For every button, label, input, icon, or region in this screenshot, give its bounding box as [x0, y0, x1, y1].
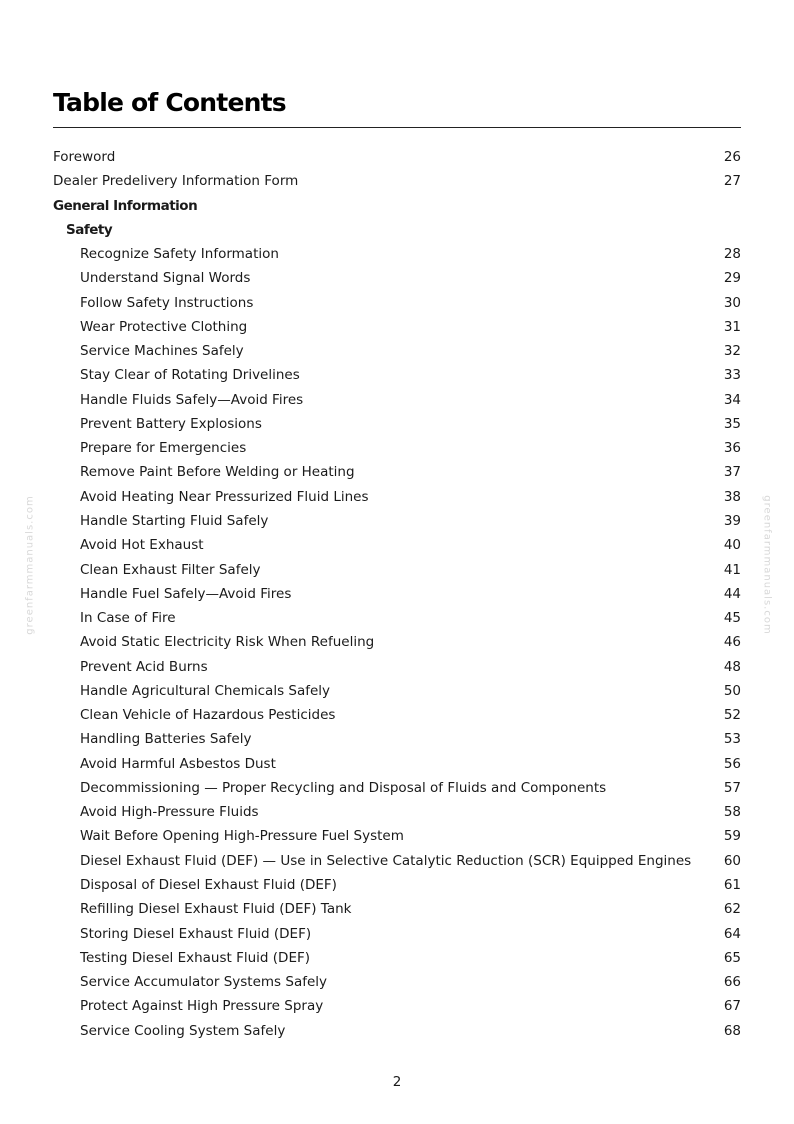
toc-entry-page: 38: [723, 488, 741, 505]
toc-entry[interactable]: [53, 752, 741, 776]
toc-entry[interactable]: [53, 242, 741, 266]
toc-entry-page: 32: [723, 343, 741, 360]
toc-entry-title: Safety: [66, 221, 113, 238]
page-number: 2: [392, 1074, 402, 1090]
toc-entry-title: Recognize Safety Information: [80, 246, 279, 263]
toc-entry[interactable]: [53, 922, 741, 946]
toc-entry[interactable]: [53, 363, 741, 387]
toc-entry-page: 31: [723, 318, 741, 335]
toc-entry[interactable]: [53, 145, 741, 169]
toc-entry-title: Foreword: [53, 149, 116, 165]
toc-entry[interactable]: [53, 1019, 741, 1043]
toc-entry[interactable]: [53, 266, 741, 290]
toc-heading: [53, 218, 741, 242]
toc-entry[interactable]: [53, 946, 741, 970]
toc-entry-title: Dealer Predelivery Information Form: [53, 173, 299, 190]
toc-entry-title: Avoid Hot Exhaust: [80, 537, 204, 554]
toc-entry-page: 40: [723, 537, 741, 554]
toc-entry-title: Diesel Exhaust Fluid (DEF) — Use in Selective Catalytic Reduction (SCR) Equipped Engines: [80, 852, 692, 869]
page-title: Table of Contents: [53, 88, 286, 117]
toc-entry-page: 27: [723, 173, 741, 190]
toc-entry-title: Service Machines Safely: [80, 343, 244, 360]
toc-entry[interactable]: [53, 436, 741, 460]
toc-entry-page: 39: [723, 512, 741, 529]
toc-entry[interactable]: [53, 849, 741, 873]
watermark-left: greenfarmmanuals.com: [24, 495, 36, 635]
toc-entry-page: 59: [723, 828, 741, 845]
toc-entry-page: 45: [723, 610, 741, 627]
toc-entry-title: Service Cooling System Safely: [80, 1022, 286, 1039]
toc-entry-page: 53: [723, 731, 741, 748]
toc-entry[interactable]: [53, 169, 741, 193]
toc-entry-page: 26: [723, 149, 741, 165]
toc-entry-title: General Information: [53, 197, 198, 214]
toc-entry[interactable]: [53, 703, 741, 727]
toc-entry-page: 48: [723, 658, 741, 675]
toc-entry[interactable]: [53, 824, 741, 848]
toc-entry-title: Decommissioning — Proper Recycling and Disposal of Fluids and Components: [80, 779, 607, 796]
toc-entry[interactable]: [53, 509, 741, 533]
toc-entry-title: Wait Before Opening High-Pressure Fuel System: [80, 828, 404, 845]
toc-entry-page: 46: [723, 634, 741, 651]
toc-entry-title: Prevent Acid Burns: [80, 658, 208, 675]
toc-entry-page: 68: [723, 1022, 741, 1039]
toc-entry-page: 56: [723, 755, 741, 772]
toc-entry-page: 60: [723, 852, 741, 869]
toc-entry-page: 52: [723, 707, 741, 724]
toc-entry-title: In Case of Fire: [80, 610, 176, 627]
toc-entry[interactable]: [53, 460, 741, 484]
toc-entry[interactable]: [53, 873, 741, 897]
toc-entry-page: 35: [723, 415, 741, 432]
toc-entry-title: Service Accumulator Systems Safely: [80, 974, 328, 991]
toc-entry-page: 65: [723, 949, 741, 966]
toc-entry-page: 36: [723, 440, 741, 457]
toc-entry[interactable]: [53, 412, 741, 436]
toc-entry-page: 58: [723, 804, 741, 821]
toc-entry-page: 66: [723, 974, 741, 991]
toc-entry-title: Clean Exhaust Filter Safely: [80, 561, 261, 578]
toc-entry[interactable]: [53, 315, 741, 339]
toc-entry-title: Stay Clear of Rotating Drivelines: [80, 367, 300, 384]
toc-entry[interactable]: [53, 897, 741, 921]
toc-entry-title: Testing Diesel Exhaust Fluid (DEF): [80, 949, 311, 966]
toc-entry-page: 30: [723, 294, 741, 311]
toc-entry[interactable]: [53, 533, 741, 557]
toc-entry[interactable]: [53, 339, 741, 363]
toc-entry-title: Storing Diesel Exhaust Fluid (DEF): [80, 925, 312, 942]
toc-entry-page: 50: [723, 682, 741, 699]
toc-entry[interactable]: [53, 388, 741, 412]
toc-entry-page: 29: [723, 270, 741, 287]
toc-entry-title: Follow Safety Instructions: [80, 294, 254, 311]
toc-entry-page: 41: [723, 561, 741, 578]
toc-entry[interactable]: [53, 679, 741, 703]
toc-entry-title: Handle Agricultural Chemicals Safely: [80, 682, 331, 699]
toc-entry-page: 33: [723, 367, 741, 384]
toc-heading: [53, 194, 741, 218]
toc-entry-page: 67: [723, 998, 741, 1015]
toc-entry[interactable]: [53, 630, 741, 654]
toc-entry[interactable]: [53, 606, 741, 630]
title-divider: [53, 127, 741, 128]
toc-entry-title: Avoid Harmful Asbestos Dust: [80, 755, 276, 772]
toc-entry-title: Avoid Static Electricity Risk When Refueling: [80, 634, 375, 651]
toc-entry-page: 57: [723, 779, 741, 796]
toc-entry-page: 64: [723, 925, 741, 942]
toc-entry-page: 44: [723, 585, 741, 602]
toc-entry[interactable]: [53, 776, 741, 800]
toc-entry-title: Handling Batteries Safely: [80, 731, 252, 748]
table-of-contents: [53, 145, 741, 1043]
toc-entry-title: Understand Signal Words: [80, 270, 251, 287]
toc-entry-page: 37: [723, 464, 741, 481]
toc-entry-title: Refilling Diesel Exhaust Fluid (DEF) Tank: [80, 901, 352, 918]
toc-entry-title: Disposal of Diesel Exhaust Fluid (DEF): [80, 876, 337, 893]
toc-entry[interactable]: [53, 970, 741, 994]
toc-entry[interactable]: [53, 655, 741, 679]
toc-entry-page: 62: [723, 901, 741, 918]
toc-entry[interactable]: [53, 485, 741, 509]
toc-entry-title: Handle Fuel Safely—Avoid Fires: [80, 585, 292, 602]
toc-entry[interactable]: [53, 800, 741, 824]
toc-entry-page: 28: [723, 246, 741, 263]
toc-entry-title: Prevent Battery Explosions: [80, 415, 262, 432]
toc-entry-title: Handle Starting Fluid Safely: [80, 512, 269, 529]
toc-entry-title: Clean Vehicle of Hazardous Pesticides: [80, 707, 336, 724]
toc-entry-title: Avoid Heating Near Pressurized Fluid Lines: [80, 488, 369, 505]
toc-entry[interactable]: [53, 994, 741, 1018]
toc-entry-page: 34: [723, 391, 741, 408]
toc-entry[interactable]: [53, 582, 741, 606]
toc-entry-title: Handle Fluids Safely—Avoid Fires: [80, 391, 304, 408]
toc-entry-title: Avoid High-Pressure Fluids: [80, 804, 259, 821]
toc-entry[interactable]: [53, 291, 741, 315]
watermark-right: greenfarmmanuals.com: [761, 495, 773, 635]
toc-entry[interactable]: [53, 727, 741, 751]
toc-entry[interactable]: [53, 558, 741, 582]
toc-entry-page: 61: [723, 876, 741, 893]
toc-entry-title: Protect Against High Pressure Spray: [80, 998, 324, 1015]
toc-entry-title: Prepare for Emergencies: [80, 440, 247, 457]
toc-entry-title: Wear Protective Clothing: [80, 318, 248, 335]
toc-entry-title: Remove Paint Before Welding or Heating: [80, 464, 355, 481]
